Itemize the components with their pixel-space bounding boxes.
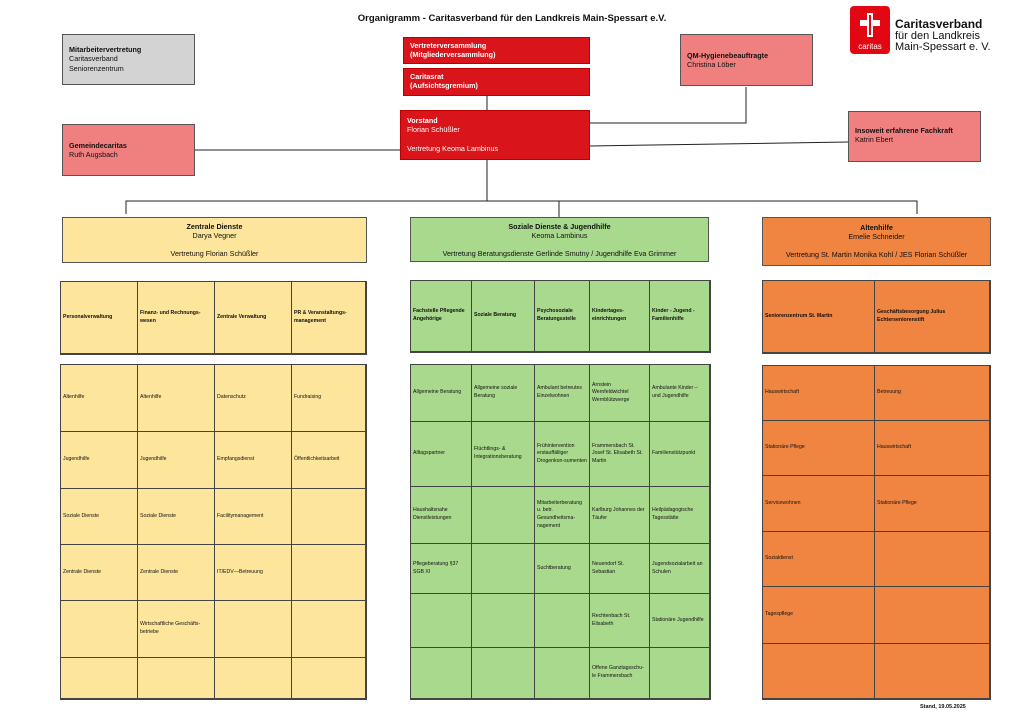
zd-cell <box>292 489 366 545</box>
sd-cell <box>411 648 472 699</box>
gemeindecaritas-box <box>62 124 195 176</box>
sd-cell <box>472 544 535 594</box>
vorstand-title: Vorstand <box>407 116 438 125</box>
brand-line-3: Main-Spessart e. V. <box>895 41 991 54</box>
vorstand-name: Florian Schüßler <box>407 125 460 135</box>
sd-cell <box>472 648 535 699</box>
ah-cell: Hauswirtschaft <box>763 366 875 421</box>
zd-header: Finanz- und Rechnungs-wesen <box>138 282 215 354</box>
gc-name: Ruth Augsbach <box>69 150 118 160</box>
ah-deputy: Vertretung St. Martin Monika Kohl / JES Florian Schüßler <box>785 249 968 259</box>
mav-line-1: Caritasverband <box>69 54 118 64</box>
ah-cell: Sozialdienst <box>763 532 875 587</box>
logo-word: caritas <box>858 42 882 51</box>
sd-cell <box>535 594 590 648</box>
brand-line-1: Caritasverband <box>895 17 983 31</box>
sd-cell: Neuendorf St. Sebastian <box>590 544 650 594</box>
caritas-logo <box>850 6 890 54</box>
sd-cell: Stationäre Jugendhilfe <box>650 594 710 648</box>
zd-cell: Altenhilfe <box>138 365 215 432</box>
iefk-title: Insoweit erfahrene Fachkraft <box>855 126 953 135</box>
sd-header: Kinder - Jugend - Familienhilfe <box>650 281 710 352</box>
zd-cell: Empfangsdienst <box>215 432 292 489</box>
cr-line-2: (Aufsichtsgremium) <box>410 81 478 91</box>
sd-header: Soziale Beratung <box>472 281 535 352</box>
mav-box <box>62 34 195 85</box>
zd-cell: Soziale Dienste <box>61 489 138 545</box>
ah-cell <box>875 532 990 587</box>
sd-cell: Pflegeberatung §37 SGB XI <box>411 544 472 594</box>
zd-cell: Öffentlichkeitsarbeit <box>292 432 366 489</box>
ah-title: Altenhilfe <box>860 223 893 232</box>
qm-name: Christina Löber <box>687 60 736 70</box>
sd-cell <box>650 648 710 699</box>
vv-line-2: (Mitgliederversammlung) <box>410 50 496 60</box>
zd-cell <box>61 658 138 699</box>
zentrale-dienste-head <box>62 217 367 263</box>
zd-cell: Jugendhilfe <box>138 432 215 489</box>
sd-header: Fachstelle Pflegende Angehörige <box>411 281 472 352</box>
sd-cell: Familienstützpunkt <box>650 422 710 487</box>
vv-line-1: Vertreterversammlung <box>410 41 487 50</box>
zd-cell <box>292 545 366 601</box>
sd-cell: Rechtenbach St. Elisabeth <box>590 594 650 648</box>
zd-cell: Fundraising <box>292 365 366 432</box>
sd-cell: Ambulante Kinder – und Jugendhilfe <box>650 365 710 422</box>
vorstand-deputy: Vertretung Keoma Lambinus <box>407 143 499 153</box>
ah-header: Seniorenzentrum St. Martin <box>763 281 875 353</box>
sd-cell <box>535 648 590 699</box>
zd-cell: Zentrale Dienste <box>61 545 138 601</box>
sd-title: Soziale Dienste & Jugendhilfe <box>508 222 611 231</box>
ah-cell <box>875 587 990 644</box>
mav-title: Mitarbeitervertretung <box>69 45 142 54</box>
brand-line-2: für den Landkreis <box>895 29 980 42</box>
sd-cell: Haushaltsnahe Dienstleistungen <box>411 487 472 544</box>
zd-header: PR & Veranstaltungs-management <box>292 282 366 354</box>
sd-deputy: Vertretung Beratungsdienste Gerlinde Smutny / Jugendhilfe Eva Grimmer <box>442 248 677 258</box>
sd-cell: Arnstein Wernfeldwichtel Wernblützwerge <box>590 365 650 422</box>
zd-header-grid <box>60 281 367 355</box>
sd-header-grid <box>410 280 711 353</box>
ah-body-grid <box>762 365 991 700</box>
zd-cell: IT/EDV—Betreuung <box>215 545 292 601</box>
ah-cell <box>763 644 875 699</box>
page-title: Organigramm - Caritasverband für den Landkreis Main-Spessart e.V. <box>357 13 667 24</box>
sd-cell: Allgemeine soziale Beratung <box>472 365 535 422</box>
fachkraft-box <box>848 111 981 162</box>
ah-cell: Betreuung <box>875 366 990 421</box>
sd-header: Kindertages-einrichtungen <box>590 281 650 352</box>
caritasrat-box <box>403 68 590 96</box>
sd-cell: Ambulant betreutes Einzelwohnen <box>535 365 590 422</box>
vertreterversammlung-box <box>403 37 590 64</box>
ah-header-grid <box>762 280 991 354</box>
zd-cell: Soziale Dienste <box>138 489 215 545</box>
zd-cell <box>292 658 366 699</box>
zd-name: Darya Vegner <box>192 231 237 241</box>
zd-cell: Datenschutz <box>215 365 292 432</box>
ah-cell: Hauswirtschaft <box>875 421 990 476</box>
zd-cell: Jugendhilfe <box>61 432 138 489</box>
zd-header: Personalverwaltung <box>61 282 138 354</box>
flame-cross-icon <box>858 11 882 39</box>
gc-title: Gemeindecaritas <box>69 141 127 150</box>
sd-cell: Offene Ganztagsschu-le Frammersbach <box>590 648 650 699</box>
brand-text <box>895 18 991 54</box>
ah-cell: Stationäre Pflege <box>875 476 990 532</box>
sd-cell: Karlburg Johannes der Täufer <box>590 487 650 544</box>
sd-cell <box>411 594 472 648</box>
cr-line-1: Caritasrat <box>410 72 444 81</box>
ah-name: Emelie Schneider <box>848 232 905 242</box>
zd-cell <box>215 601 292 658</box>
zd-cell <box>215 658 292 699</box>
sd-cell: Suchtberatung <box>535 544 590 594</box>
sd-name: Keoma Lambinus <box>531 231 588 241</box>
sd-cell: Mitarbeiterberatung u. betr. Gesundheitsma-nagement <box>535 487 590 544</box>
zd-cell: Zentrale Dienste <box>138 545 215 601</box>
sd-cell: Alltagspartner <box>411 422 472 487</box>
mav-line-2: Seniorenzentrum <box>69 63 124 73</box>
iefk-name: Katrin Ebert <box>855 135 893 145</box>
qm-box <box>680 34 813 86</box>
zd-cell <box>138 658 215 699</box>
sd-header: Psychosoziale Beratungsstelle <box>535 281 590 352</box>
ah-cell <box>875 644 990 699</box>
zd-cell: Altenhilfe <box>61 365 138 432</box>
zd-cell: Wirtschaftliche Geschäfts-betriebe <box>138 601 215 658</box>
zd-header: Zentrale Verwaltung <box>215 282 292 354</box>
zd-title: Zentrale Dienste <box>186 222 243 231</box>
zd-cell: Facilitymanagement <box>215 489 292 545</box>
ah-header: Geschäftsbesorgung Julius Echterseniorenstift <box>875 281 990 353</box>
sd-cell: Frammersbach St. Josef St. Elisabeth St. Martin <box>590 422 650 487</box>
ah-cell: Stationäre Pflege <box>763 421 875 476</box>
sd-body-grid <box>410 364 711 700</box>
sd-cell: Flüchtlings- & Integrationsberatung <box>472 422 535 487</box>
zd-deputy: Vertretung Florian Schüßler <box>170 248 259 258</box>
zd-cell <box>61 601 138 658</box>
ah-cell: Servicewohnen <box>763 476 875 532</box>
zd-cell <box>292 601 366 658</box>
sd-cell <box>472 487 535 544</box>
sd-cell: Frühintervention erstauffälliger Drogenkon-sumenten <box>535 422 590 487</box>
soziale-dienste-head <box>410 217 709 262</box>
sd-cell: Heilpädagogische Tagesstätte <box>650 487 710 544</box>
sd-cell <box>472 594 535 648</box>
vorstand-box <box>400 110 590 160</box>
sd-cell: Jugendsozialarbeit an Schulen <box>650 544 710 594</box>
altenhilfe-head <box>762 217 991 266</box>
sd-cell: Allgemeine Beratung <box>411 365 472 422</box>
ah-cell: Tagespflege <box>763 587 875 644</box>
qm-title: QM-Hygienebeauftragte <box>687 51 769 60</box>
zd-body-grid <box>60 364 367 700</box>
stand-date: Stand, 19.05.2025 <box>920 704 966 710</box>
